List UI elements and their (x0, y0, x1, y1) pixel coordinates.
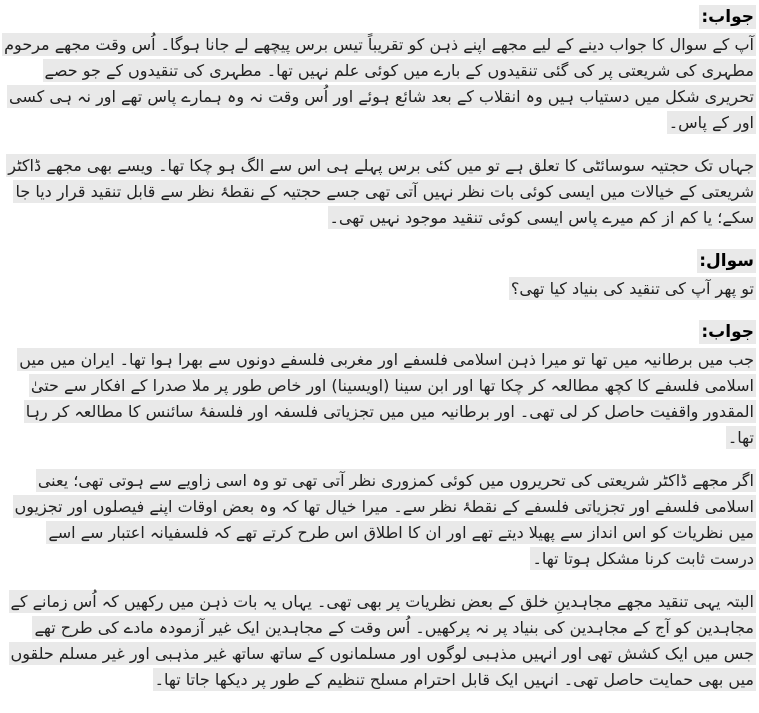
answer-1-paragraph-1 (3, 32, 756, 136)
heading-highlight: جواب: (701, 7, 754, 27)
paragraph-highlight: البتہ یہی تنقید مجھے مجاہدینِ خلق کے بعض نظریات پر بھی تھی۔ یہاں یہ بات ذہن میں رکھیں کہ اُس زمانے کے مجاہدین کو آج کے مجاہدین کی بنیاد پر نہ پرکھیں۔ اُس وقت کے مجاہدین ایک غیر آزمودہ مادے کی طرح تھے جس میں ایک کشش تھی اور انہیں مذہبی لوگوں اور مسلمانوں کے ساتھ ساتھ غیر مذہبی اور غیر مسلم حلقوں میں بھی حمایت حاصل تھی۔ انہیں ایک قابل احترام مسلح تنظیم کے طور پر دیکھا جاتا تھا۔ (10, 592, 754, 689)
paragraph-highlight: جب میں برطانیہ میں تھا تو میرا ذہن اسلامی فلسفے اور مغربی فلسفے دونوں سے بھرا ہوا تھا۔ ایران میں میں اسلامی فلسفے کا کچھ مطالعہ کر چکا تھا اور ابن سینا (اویسینا) اور خاص طور پر ملا صدرا کے افکار سے حتیٰ المقدور واقفیت حاصل کر لی تھی۔ اور برطانیہ میں میں تجزیاتی فلسفہ اور فلسفۂ سائنس کا مطالعہ کر رہا تھا۔ (19, 350, 754, 447)
paragraph-highlight: آپ کے سوال کا جواب دینے کے لیے مجھے اپنے ذہن کو تقریباً تیس برس پیچھے لے جانا ہوگا۔ اُس وقت مجھے مرحوم مطہری کی شریعتی پر کی گئی تنقیدوں کے بارے میں کوئی علم نہیں تھا۔ مطہری کی تنقیدوں کے جو حصے تحریری شکل میں دستیاب ہیں وہ انقلاب کے بعد شائع ہوئے اور اُس وقت نہ وہ ہمارے پاس تھے اور نہ ہی کسی اور کے پاس۔ (4, 35, 754, 132)
heading-highlight: سوال: (699, 251, 754, 271)
answer-2-paragraph-2 (3, 468, 756, 572)
section-heading-question (3, 248, 756, 274)
answer-2-paragraph-3 (3, 589, 756, 693)
answer-1-paragraph-2 (3, 153, 756, 231)
section-heading-answer-2 (3, 319, 756, 345)
paragraph-highlight: تو پھر آپ کی تنقید کی بنیاد کیا تھی؟ (510, 279, 754, 298)
paragraph-highlight: اگر مجھے ڈاکٹر شریعتی کی تحریروں میں کوئی کمزوری نظر آتی تھی تو وہ اسی زاویے سے ہوتی تھی؛ یعنی اسلامی فلسفے اور تجزیاتی فلسفے کے نقطۂ نظر سے۔ میرا خیال تھا کہ وہ بعض اوقات اپنے فیصلوں اور تجزیوں میں نظریات کو اس انداز سے پھیلا دیتے تھے اور ان کا اطلاق اس طرح کرتے تھے کہ فلسفیانہ اعتبار سے اسے درست ثابت کرنا مشکل ہوتا تھا۔ (14, 471, 754, 568)
question-paragraph (3, 276, 756, 302)
heading-highlight: جواب: (701, 322, 754, 342)
answer-2-paragraph-1 (3, 347, 756, 451)
paragraph-highlight: جہاں تک حجتیہ سوسائٹی کا تعلق ہے تو میں کئی برس پہلے ہی اس سے الگ ہو چکا تھا۔ ویسے بھی مجھے ڈاکٹر شریعتی کے خیالات میں ایسی کوئی بات نظر نہیں آتی تھی جسے حجتیہ کے نقطۂ نظر سے قابل تنقید قرار دیا جا سکے؛ یا کم از کم میرے پاس ایسی کوئی تنقید موجود نہیں تھی۔ (8, 156, 754, 227)
section-heading-answer-1 (3, 4, 756, 30)
